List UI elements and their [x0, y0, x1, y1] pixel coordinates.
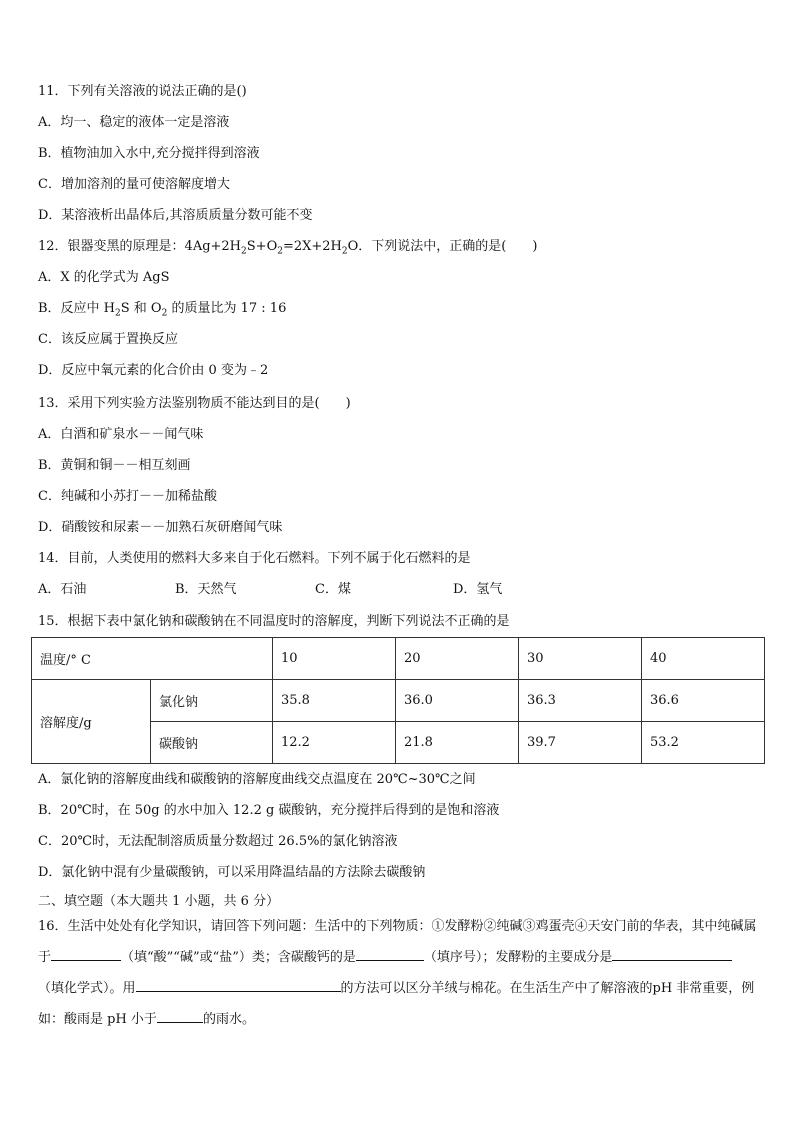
- q16-text: 的方法可以区分羊绒与棉花。在生活生产中了解溶液的pH 非常重要，例如：酸雨是 pH 小于: [38, 981, 755, 1027]
- q13-stem: 13．采用下列实验方法鉴别物质不能达到目的是( ): [38, 396, 351, 411]
- temperature-header: 温度/° C: [32, 638, 273, 680]
- q14-stem: 14．目前，人类使用的燃料大多来自于化石燃料。下列不属于化石燃料的是: [38, 551, 471, 566]
- answer-blank[interactable]: [51, 946, 121, 961]
- q11-option-a: A．均一、稳定的液体一定是溶液: [38, 115, 230, 130]
- q11-option-d: D．某溶液析出晶体后,其溶质质量分数可能不变: [38, 208, 313, 223]
- q16-text: （填“酸”“碱”或“盐”）类；含碳酸钙的是: [121, 950, 356, 965]
- q12-stem: [38, 238, 537, 261]
- table-cell: 39.7: [519, 722, 642, 764]
- table-cell: 10: [273, 638, 396, 680]
- answer-blank[interactable]: [612, 946, 732, 961]
- q15-option-a: A．氯化钠的溶解度曲线和碳酸钠的溶解度曲线交点温度在 20℃~30℃之间: [38, 772, 476, 787]
- q11-stem: 11．下列有关溶液的说法正确的是(): [38, 84, 247, 99]
- q15-option-c: C．20℃时，无法配制溶质质量分数超过 26.5%的氯化钠溶液: [38, 834, 398, 849]
- q14-option-d: D．氢气: [453, 582, 503, 597]
- table-cell: 碳酸钠: [151, 722, 273, 764]
- q16-text: （填化学式）。用: [38, 981, 136, 996]
- table-cell: 36.0: [396, 680, 519, 722]
- q12-option-b-part: B．反应中 H: [38, 301, 116, 316]
- table-cell: 40: [642, 638, 765, 680]
- q12-stem-part: S+O: [246, 239, 278, 254]
- table-row: [32, 680, 765, 722]
- solubility-header: 溶解度/g: [32, 680, 151, 764]
- subscript: 2: [115, 308, 121, 319]
- answer-blank[interactable]: [136, 977, 341, 992]
- q11-option-b: B．植物油加入水中,充分搅拌得到溶液: [38, 146, 260, 161]
- table-row: [32, 638, 765, 680]
- q14-option-c: C．煤: [315, 582, 351, 597]
- subscript: 2: [161, 308, 168, 319]
- q14-option-a: A．石油: [38, 582, 87, 597]
- table-cell: 氯化钠: [151, 680, 273, 722]
- table-cell: 53.2: [642, 722, 765, 764]
- q13-option-a: A．白酒和矿泉水－－闻气味: [38, 427, 204, 442]
- q15-option-b: B．20℃时，在 50g 的水中加入 12.2 g 碳酸钠，充分搅拌后得到的是饱和溶液: [38, 803, 500, 818]
- subscript: 2: [277, 246, 283, 257]
- q12-option-c: C．该反应属于置换反应: [38, 332, 178, 347]
- solubility-table: [31, 637, 765, 764]
- table-cell: 36.6: [642, 680, 765, 722]
- subscript: 2: [341, 246, 348, 257]
- answer-blank[interactable]: [157, 1008, 203, 1023]
- q14-options: [38, 581, 758, 601]
- table-cell: 36.3: [519, 680, 642, 722]
- table-cell: 35.8: [273, 680, 396, 722]
- q16-text: 的雨水。: [202, 1012, 255, 1027]
- q14-option-b: B．天然气: [175, 582, 237, 597]
- answer-blank[interactable]: [356, 946, 424, 961]
- q11-option-c: C．增加溶剂的量可使溶解度增大: [38, 177, 230, 192]
- q16-text: 16．生活中处处有化学知识，请回答下列问题：生活中的下列物质：①发酵粉②纯碱③鸡蛋壳④天安门前的华表，其中纯碱属于: [38, 919, 757, 965]
- table-cell: 21.8: [396, 722, 519, 764]
- q12-option-b-part: S 和 O: [120, 301, 162, 316]
- q12-stem-part: 12．银器变黑的原理是：4Ag+2H: [38, 239, 242, 254]
- table-cell: 12.2: [273, 722, 396, 764]
- q16-paragraph: [38, 911, 758, 1035]
- table-cell: 20: [396, 638, 519, 680]
- q13-option-c: C．纯碱和小苏打－－加稀盐酸: [38, 489, 217, 504]
- q12-option-a: A．X 的化学式为 AgS: [38, 270, 170, 285]
- q12-option-d: D．反应中氧元素的化合价由 0 变为﹣2: [38, 363, 269, 378]
- q15-stem: 15．根据下表中氯化钠和碳酸钠在不同温度时的溶解度，判断下列说法不正确的是: [38, 614, 510, 629]
- q12-option-b: [38, 300, 286, 323]
- q13-option-d: D．硝酸铵和尿素－－加熟石灰研磨闻气味: [38, 520, 283, 535]
- section-title: 二、填空题（本大题共 1 小题，共 6 分）: [38, 894, 280, 909]
- subscript: 2: [241, 246, 247, 257]
- table-cell: 30: [519, 638, 642, 680]
- q12-stem-part: O．下列说法中，正确的是( ): [347, 239, 538, 254]
- q16-text: （填序号）；发酵粉的主要成分是: [423, 950, 613, 965]
- q13-option-b: B．黄铜和铜－－相互刻画: [38, 458, 191, 473]
- q12-stem-part: =2X+2H: [282, 239, 342, 254]
- q12-option-b-part: 的质量比为 17 : 16: [167, 301, 287, 316]
- q15-option-d: D．氯化钠中混有少量碳酸钠，可以采用降温结晶的方法除去碳酸钠: [38, 865, 426, 880]
